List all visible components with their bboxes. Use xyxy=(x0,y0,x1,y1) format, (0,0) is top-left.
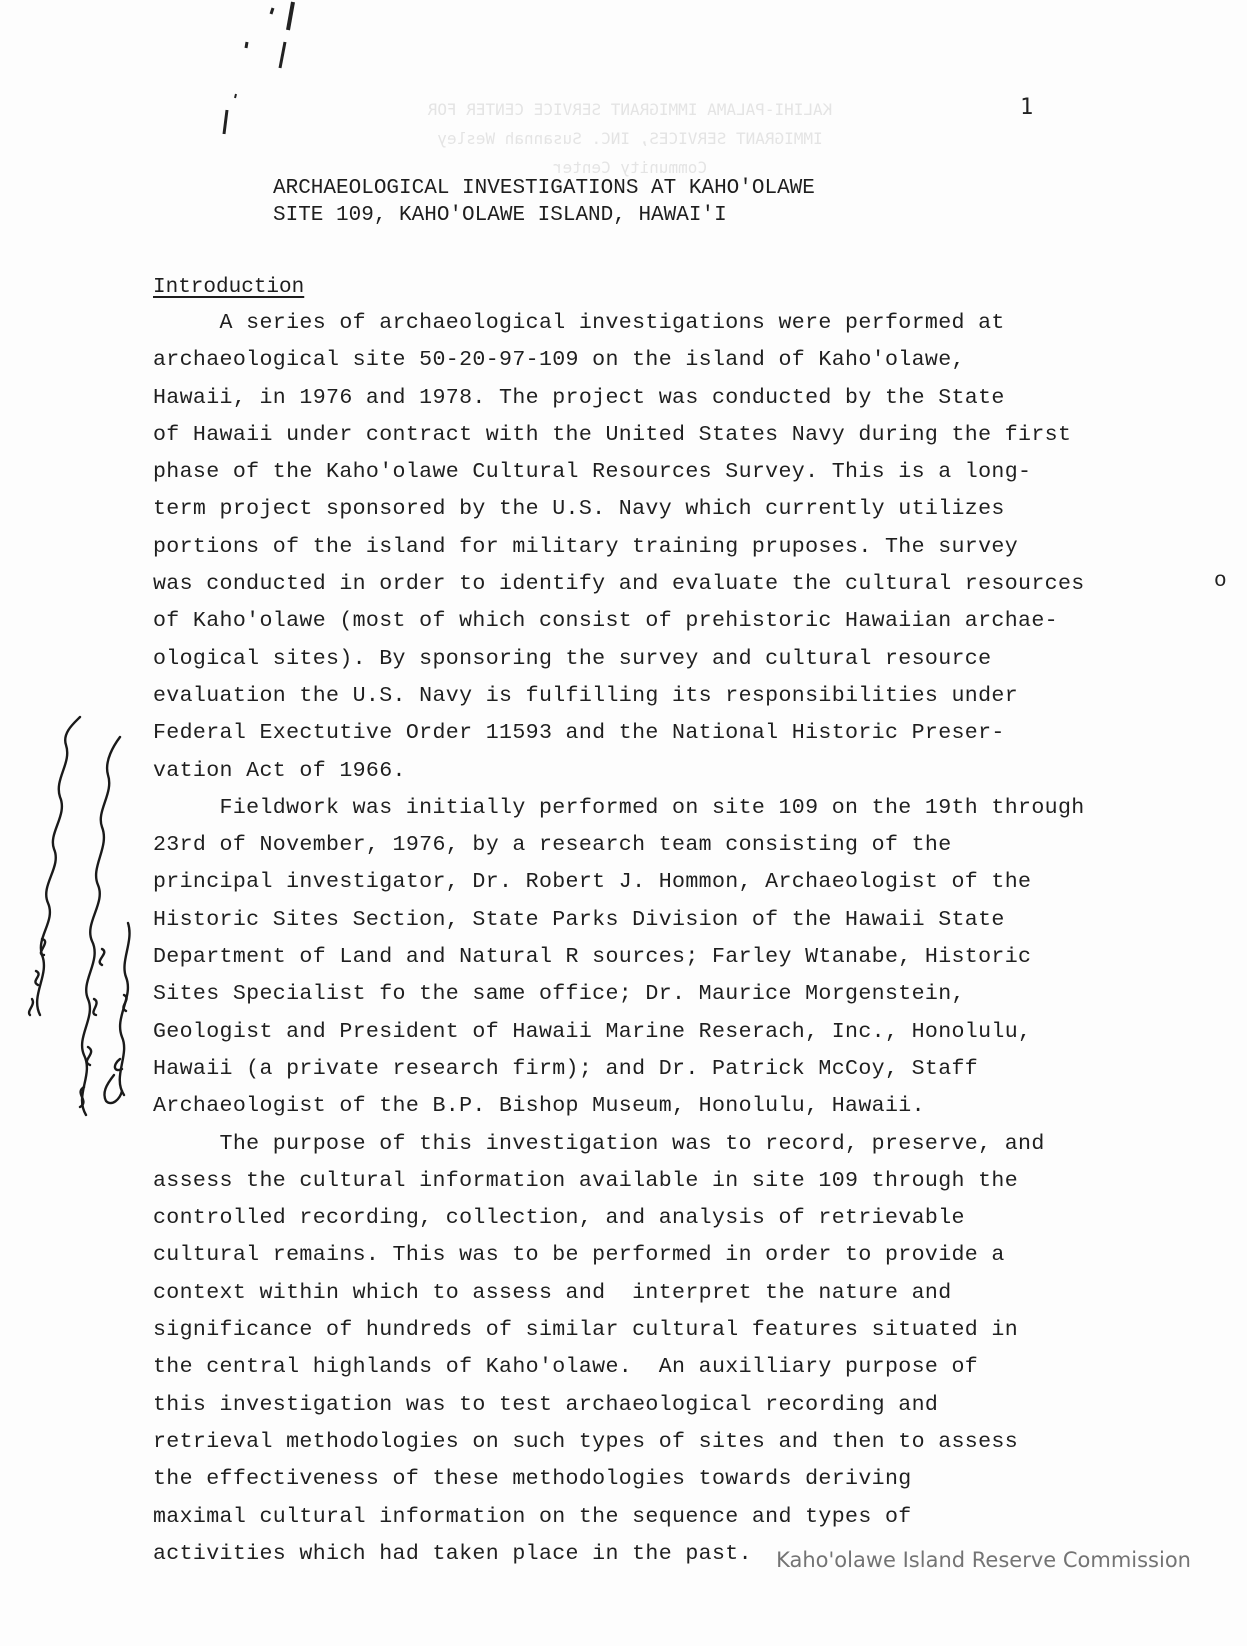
stray-character: o xyxy=(1214,570,1227,593)
body-line: vation Act of 1966. xyxy=(153,758,406,783)
body-line: cultural remains. This was to be performed in order to provide a xyxy=(153,1243,1005,1268)
body-line: 23rd of November, 1976, by a research team consisting of the xyxy=(153,833,952,858)
body-line: significance of hundreds of similar cultural features situated in xyxy=(153,1318,1019,1343)
body-line: principal investigator, Dr. Robert J. Hommon, Archaeologist of the xyxy=(153,870,1032,895)
bleed-through-text: KALIHI-PALAMA IMMIGRANT SERVICE CENTER FOR IMMIGRANT SERVICES, INC. Susannah Wesley Community Center xyxy=(427,100,833,177)
body-line: term project sponsored by the U.S. Navy which currently utilizes xyxy=(153,497,1005,522)
body-line: of Hawaii under contract with the United States Navy during the first xyxy=(153,422,1072,447)
body-line: phase of the Kaho'olawe Cultural Resources Survey. This is a long- xyxy=(153,460,1032,485)
watermark: Kaho'olawe Island Reserve Commission xyxy=(776,1548,1191,1572)
body-line: evaluation the U.S. Navy is fulfilling its responsibilities under xyxy=(153,683,1019,708)
body-line: maximal cultural information on the sequence and types of xyxy=(153,1504,912,1529)
body-line: Sites Specialist fo the same office; Dr. Maurice Morgenstein, xyxy=(153,982,965,1007)
body-line: activities which had taken place in the past. xyxy=(153,1541,752,1566)
title-line-2: SITE 109, KAHO'OLAWE ISLAND, HAWAI'I xyxy=(273,204,727,227)
body-line: this investigation was to test archaeological recording and xyxy=(153,1392,939,1417)
body-line: the central highlands of Kaho'olawe. An auxilliary purpose of xyxy=(153,1355,979,1380)
body-line: Historic Sites Section, State Parks Division of the Hawaii State xyxy=(153,907,1005,932)
body-line: assess the cultural information available in site 109 through the xyxy=(153,1168,1019,1193)
body-line: Hawaii (a private research firm); and Dr. Patrick McCoy, Staff xyxy=(153,1056,979,1081)
body-line: portions of the island for military training pruposes. The survey xyxy=(153,534,1019,559)
body-line: of Kaho'olawe (most of which consist of prehistoric Hawaiian archae- xyxy=(153,609,1058,634)
body-line: The purpose of this investigation was to record, preserve, and xyxy=(153,1131,1045,1156)
body-line: Fieldwork was initially performed on site 109 on the 19th through xyxy=(153,795,1085,820)
body-line: Archaeologist of the B.P. Bishop Museum, Honolulu, Hawaii. xyxy=(153,1094,925,1119)
title-line-1: ARCHAEOLOGICAL INVESTIGATIONS AT KAHO'OLAWE xyxy=(273,177,815,200)
body-line: Federal Exectutive Order 11593 and the National Historic Preser- xyxy=(153,721,1005,746)
pen-marks xyxy=(200,0,320,150)
page-number: 1 xyxy=(1020,95,1034,120)
body-line: Geologist and President of Hawaii Marine Reserach, Inc., Honolulu, xyxy=(153,1019,1032,1044)
section-heading: Introduction xyxy=(153,276,305,299)
body-line: ological sites). By sponsoring the survey and cultural resource xyxy=(153,646,992,671)
body-line: the effectiveness of these methodologies towards deriving xyxy=(153,1467,912,1492)
body-line: Hawaii, in 1976 and 1978. The project was conducted by the State xyxy=(153,385,1005,410)
handwritten-margin-note xyxy=(10,715,140,1145)
body-line: archaeological site 50-20-97-109 on the island of Kaho'olawe, xyxy=(153,348,965,373)
document-title xyxy=(273,175,815,229)
body-line: A series of archaeological investigations were performed at xyxy=(153,311,1005,335)
body-line: was conducted in order to identify and evaluate the cultural resources xyxy=(153,572,1085,597)
body-line: Department of Land and Natural R sources; Farley Wtanabe, Historic xyxy=(153,945,1032,970)
body-line: retrieval methodologies on such types of sites and then to assess xyxy=(153,1429,1019,1454)
body-text xyxy=(153,305,1213,1573)
body-line: controlled recording, collection, and analysis of retrievable xyxy=(153,1206,965,1231)
body-line: context within which to assess and interpret the nature and xyxy=(153,1280,952,1305)
